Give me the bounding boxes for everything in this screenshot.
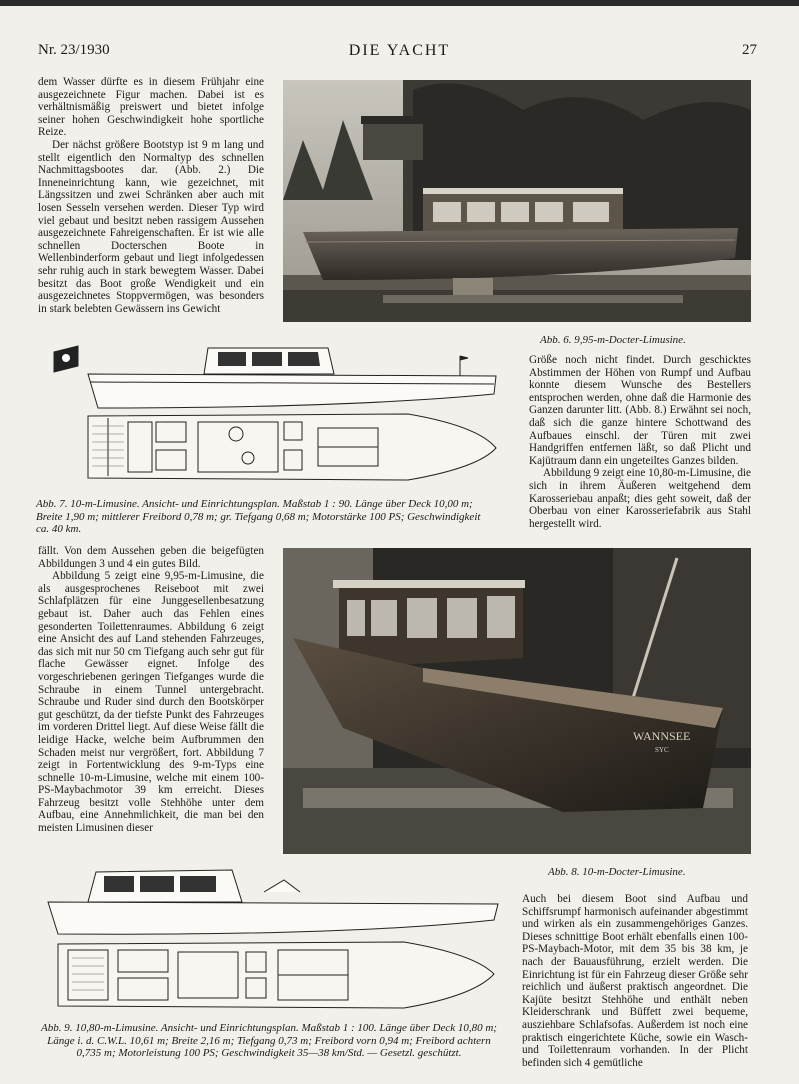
drawing-abb7-plan — [48, 338, 500, 490]
paragraph: Auch bei diesem Boot sind Aufbau und Schiffsrumpf harmonisch aufeinander abgestimmt und wirken als ein zusammengehöriges Ganzes. Dieses schnittige Boot erhält ebenfalls einen 100-PS-Maybach-Motor, mit dem 35 bis 38 km, je nach der Bauausführung, erzielt werden. Die Einrichtung ist für ein Fahrzeug dieser Größe sehr reichlich und äußerst praktisch angeordnet. Die Kajüte besitzt Stehhöhe und enthält neben Kleiderschrank und Büffett zwei bequeme, ausziehbare Schlafsofas. Außerdem ist noch eine praktisch eingerichtete Küche, sowie ein Wasch- und Toilettenraum vorhanden. In der Plicht befinden sich 4 gemütliche — [522, 893, 748, 1069]
text-column-bottom-right — [522, 893, 748, 1069]
caption-abb7: Abb. 7. 10-m-Limusine. Ansicht- und Einrichtungsplan. Maßstab 1 : 90. Länge über Deck 10,00 m; Breite 1,90 m; mittlerer Freibord 0,78 m; gr. Tiefgang 0,68 m; Motorstärke 100 PS; Geschwindigkeit ca. 40 km. — [36, 498, 481, 535]
paragraph: Abbildung 5 zeigt eine 9,95-m-Limusine, die als ausgesprochenes Reiseboot mit zwei Schlafplätzen für eine Junggesellenbesatzung gebaut ist. Daher auch das Fehlen eines gesonderten Toilettenraumes. Abbildung 6 zeigt eine Ansicht des auf Land stehenden Fahrzeuges, das sich mit nur 50 cm Tiefgang auch sehr gut für flache Gewässer eignet. Infolge des vorgeschriebenen geringen Tiefganges wurde die Schraube in einem Tunnel untergebracht. Schraube und Ruder sind durch den Bootskörper gut geschützt, da der tiefste Punkt des Fahrzeuges im vorderen Drittel liegt. Auf diese Weise fällt die leidige Hacke, welche beim Aufbrummen den Schaden meist nur vergrößert, fort. Abbildung 7 zeigt in Fortentwicklung des 9-m-Typs eine schnelle 10-m-Limusine, welche mit einem 100-PS-Maybachmotor 39 km erreicht. Dieses Fahrzeug besitzt volle Stehhöhe unter dem Aufbau, eine Annehmlichkeit, die man bei den meisten Limusinen dieser — [38, 570, 264, 835]
text-column-right-mid — [529, 354, 751, 530]
text-column-mid-left — [38, 545, 264, 835]
photo-abb6-boat-on-land — [283, 80, 751, 322]
paragraph: Der nächst größere Bootstyp ist 9 m lang und stellt eigentlich den Normaltyp des schnellen Nachmittagsbootes dar. (Abb. 2.) Die Inneneinrichtung kann, wie gezeichnet, mit Längssitzen und zwei Schränken aber auch mit losen Sesseln versehen werden. Dieser Typ wird viel gebaut und besitzt neben rassigem Aussehen ausgezeichnete Fahreigenschaften. Er ist wie alle schnellen Docterschen Boote in Wellenbinderform gebaut und liegt infolgedessen sehr ruhig auch in stark bewegtem Wasser. Dabei besitzt das Boot große Wendigkeit und ein ausgezeichnetes Stoppvermögen, was besonders in stark belebten Gewässern ins Gewicht — [38, 138, 264, 315]
magazine-title: DIE YACHT — [348, 42, 451, 59]
caption-abb6: Abb. 6. 9,95-m-Docter-Limusine. — [540, 334, 686, 346]
photo-abb8-boat-in-shed — [283, 548, 751, 854]
page-number: 27 — [742, 42, 757, 58]
caption-abb9: Abb. 9. 10,80-m-Limusine. Ansicht- und Einrichtungsplan. Maßstab 1 : 100. Länge über Deck 10,80 m; Länge i. d. C.W.L. 10,61 m; Breite 2,16 m; Tiefgang 0,73 m; Freibord vorn 0,94 m; Freibord achtern 0,735 m; Motorleistung 100 PS; Geschwindigkeit 35—38 km/Std. — Gesetzl. geschützt. — [41, 1022, 497, 1059]
caption-abb8: Abb. 8. 10-m-Docter-Limusine. — [548, 866, 686, 878]
paragraph: Abbildung 9 zeigt eine 10,80-m-Limusine, die sich in ihrem Äußeren weitgehend dem Karosseriebau anpaßt; dies geht soweit, daß der Oberbau von einer Karosseriefabrik aus Stahl hergestellt wird. — [529, 467, 751, 530]
paragraph: Größe noch nicht findet. Durch geschicktes Abstimmen der Höhen von Rumpf und Aufbau konnte diesem Wunsche des Bestellers entsprochen werden, ohne daß die Harmonie des Ganzen darunter litt. (Abb. 8.) Erwähnt sei noch, daß sich die ganze hintere Schottwand des Aufbaues einschl. der Türen mit zwei Handgriffen entfernen läßt, so daß Plicht und Kajütraum dann ein ungeteiltes Ganzes bilden. — [529, 354, 751, 467]
drawing-abb9-plan — [44, 862, 502, 1014]
paragraph: fällt. Von dem Aussehen geben die beigefügten Abbildungen 3 und 4 ein gutes Bild. — [38, 545, 264, 570]
paragraph: dem Wasser dürfte es in diesem Frühjahr eine ausgezeichnete Figur machen. Dabei ist es verhältnismäßig preiswert und bietet infolge seiner hohen Geschwindigkeit hohe sportliche Reize. — [38, 76, 264, 139]
issue-number: Nr. 23/1930 — [38, 42, 110, 58]
boat-name-label: WANNSEE — [633, 729, 691, 743]
top-border — [0, 0, 799, 6]
text-column-top-left — [38, 76, 264, 315]
boat-club-label: SYC — [655, 746, 669, 754]
